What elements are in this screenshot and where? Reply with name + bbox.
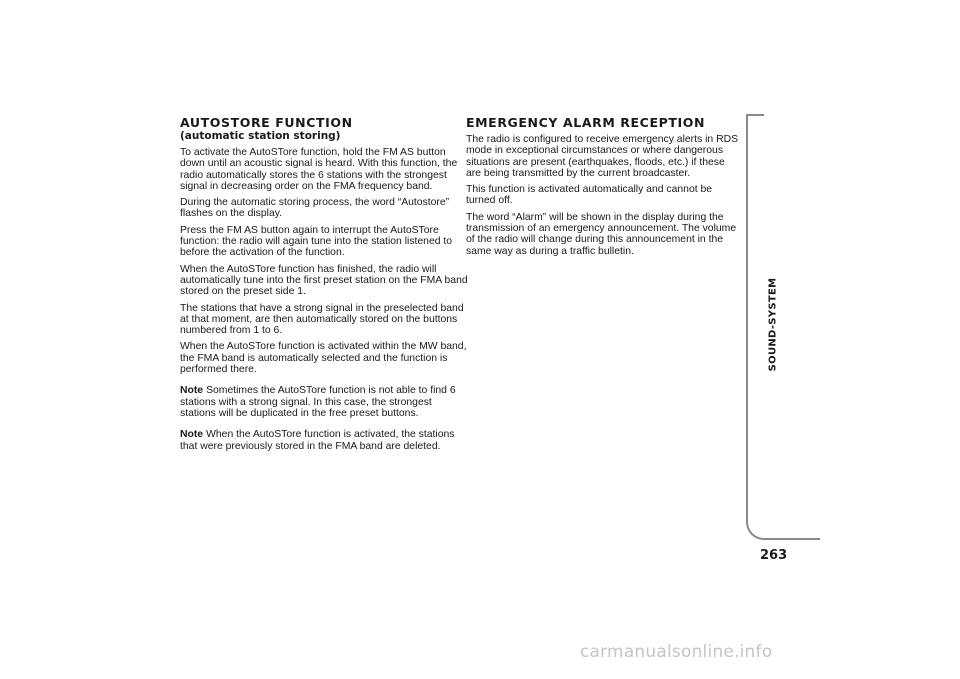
paragraph: This function is activated automatically and cannot be turned off. (466, 184, 713, 207)
watermark: carmanualsonline.info (580, 642, 773, 662)
paragraph: During the automatic storing process, the word “Autostore” flashes on the display. (180, 197, 450, 220)
paragraph: When the AutoSTore function is activated within the MW band, the FMA band is automatically selected and the function is performed there. (180, 341, 467, 376)
chapter-label (766, 274, 780, 374)
chapter-label-text: SOUND-SYSTEM (767, 277, 779, 371)
paragraph: When the AutoSTore function has finished, the radio will automatically tune into the first preset station on the FMA band stored on the preset side 1. (180, 263, 468, 298)
note-label: Note (180, 429, 204, 441)
paragraph: Press the FM AS button again to interrupt the AutoSTore function: the radio will again tune into the station listened to before the activation of the function. (180, 224, 453, 259)
paragraph: The radio is configured to receive emergency alerts in RDS mode in exceptional circumstances or where dangerous situations are present (earthquakes, floods, etc.) if these are being transmitted by the current broadcaster. (466, 134, 739, 179)
section-heading: AUTOSTORE FUNCTION (180, 115, 353, 130)
note-text: When the AutoSTore function is activated, the stations that were previously stored in the FMA band are deleted. (180, 429, 455, 452)
note (180, 385, 468, 419)
note-label: Note (180, 385, 204, 397)
paragraph: The word “Alarm” will be shown in the display during the transmission of an emergency announcement. The volume of the radio will change during this announcement in the same way as during a traffic bulletin. (466, 211, 737, 257)
chapter-tab (746, 116, 820, 540)
paragraph: The stations that have a strong signal in the preselected band at that moment, are then automatically stored on the buttons numbered from 1 to 6. (180, 302, 464, 337)
page-number: 263 (760, 548, 788, 563)
autostore-section (180, 116, 468, 457)
paragraph: To activate the AutoSTore function, hold the FM AS button down until an acoustic signal is heard. With this function, the radio automatically stores the 6 stations with the strongest signal in decreasing order on the FMA frequency band. (180, 147, 458, 192)
section-heading: EMERGENCY ALARM RECEPTION (466, 115, 706, 130)
section-subheading: (automatic station storing) (180, 130, 341, 142)
note (180, 429, 468, 452)
emergency-alarm-section (466, 116, 742, 262)
note-text: Sometimes the AutoSTore function is not able to find 6 stations with a strong signal. In this case, the strongest stations will be duplicated in the free preset buttons. (180, 385, 456, 419)
